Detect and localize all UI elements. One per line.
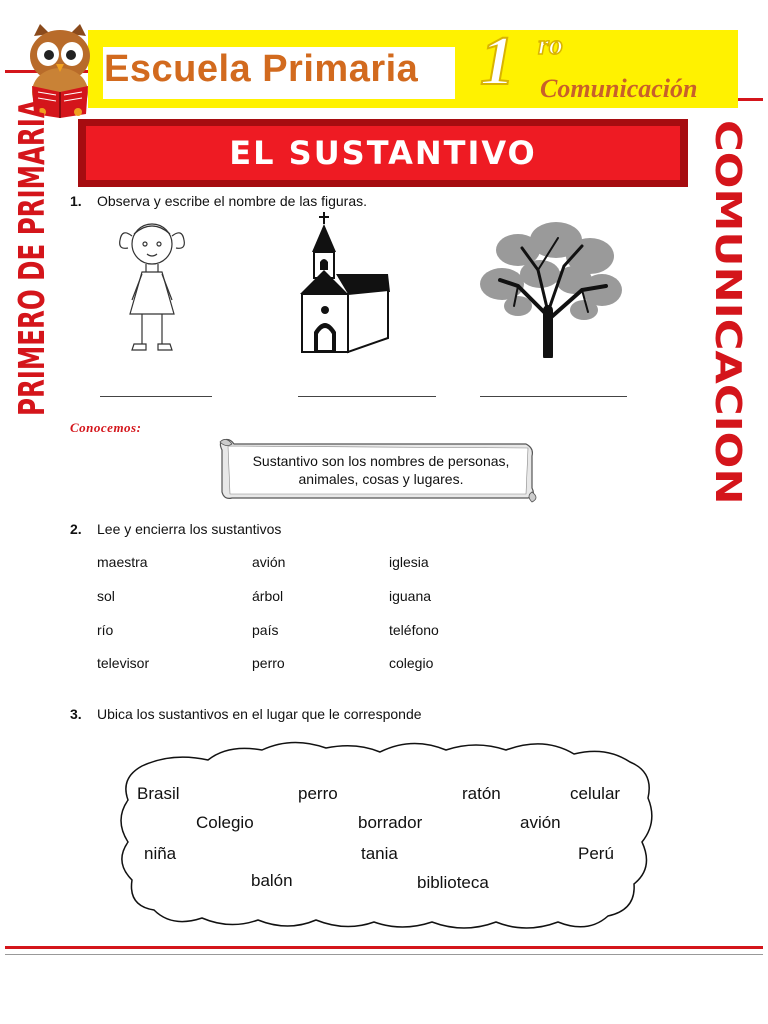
side-text-left: PRIMERO DE PRIMARIA [12,99,53,417]
cloud-word[interactable]: niña [144,844,177,863]
question-1-text: Observa y escribe el nombre de las figuras. [97,193,368,209]
word-item[interactable]: teléfono [389,622,439,638]
word-item[interactable]: iglesia [389,554,429,570]
word-item[interactable]: país [252,622,279,638]
word-item[interactable]: televisor [97,655,150,671]
cloud-word[interactable]: Brasil [137,784,180,803]
footer-rule [5,946,763,949]
word-cloud-outline [112,738,660,934]
word-item[interactable]: maestra [97,554,148,570]
page-title: EL SUSTANTIVO [229,134,537,172]
cloud-word[interactable]: avión [520,813,561,832]
cloud-word[interactable]: celular [570,784,621,803]
school-name: Escuela Primaria [104,48,419,90]
church-drawing [296,210,392,356]
side-text-left-wrap [10,99,60,417]
grade-number: 1 [480,23,515,100]
grade-suffix: ro [538,30,563,61]
footer-rule-thin [5,954,763,955]
answer-blank-1[interactable] [100,396,212,397]
cloud-word[interactable]: perro [298,784,338,803]
cloud-word[interactable]: tania [361,844,398,863]
question-3-text: Ubica los sustantivos en el lugar que le corresponde [97,706,422,722]
question-2-text: Lee y encierra los sustantivos [97,521,282,537]
side-text-right: COMUNICACION [707,120,748,505]
question-2-number: 2. [70,521,82,537]
cloud-word[interactable]: Perú [578,844,614,863]
word-item[interactable]: perro [252,655,285,671]
word-item[interactable]: avión [252,554,286,570]
question-3-number: 3. [70,706,82,722]
tree-drawing [478,220,624,358]
definition-text: Sustantivo son los nombres de personas, animales, cosas y lugares. [252,453,510,487]
word-item[interactable]: sol [97,588,115,604]
header-rule-right [735,98,763,101]
question-1-number: 1. [70,193,82,209]
title-banner [86,126,680,180]
word-item[interactable]: árbol [252,588,284,604]
side-text-right-wrap [700,120,750,505]
cloud-word[interactable]: Colegio [196,813,254,832]
cloud-word[interactable]: biblioteca [417,873,489,892]
cloud-word[interactable]: borrador [358,813,423,832]
word-item[interactable]: iguana [389,588,432,604]
word-item[interactable]: colegio [389,655,434,671]
answer-blank-2[interactable] [298,396,436,397]
answer-blank-3[interactable] [480,396,627,397]
subject-header: Comunicación [540,74,698,103]
girl-drawing [112,218,192,358]
cloud-word[interactable]: balón [251,871,293,890]
cloud-word[interactable]: ratón [462,784,501,803]
word-item[interactable]: río [97,622,114,638]
conocemos-heading: Conocemos: [70,420,142,435]
